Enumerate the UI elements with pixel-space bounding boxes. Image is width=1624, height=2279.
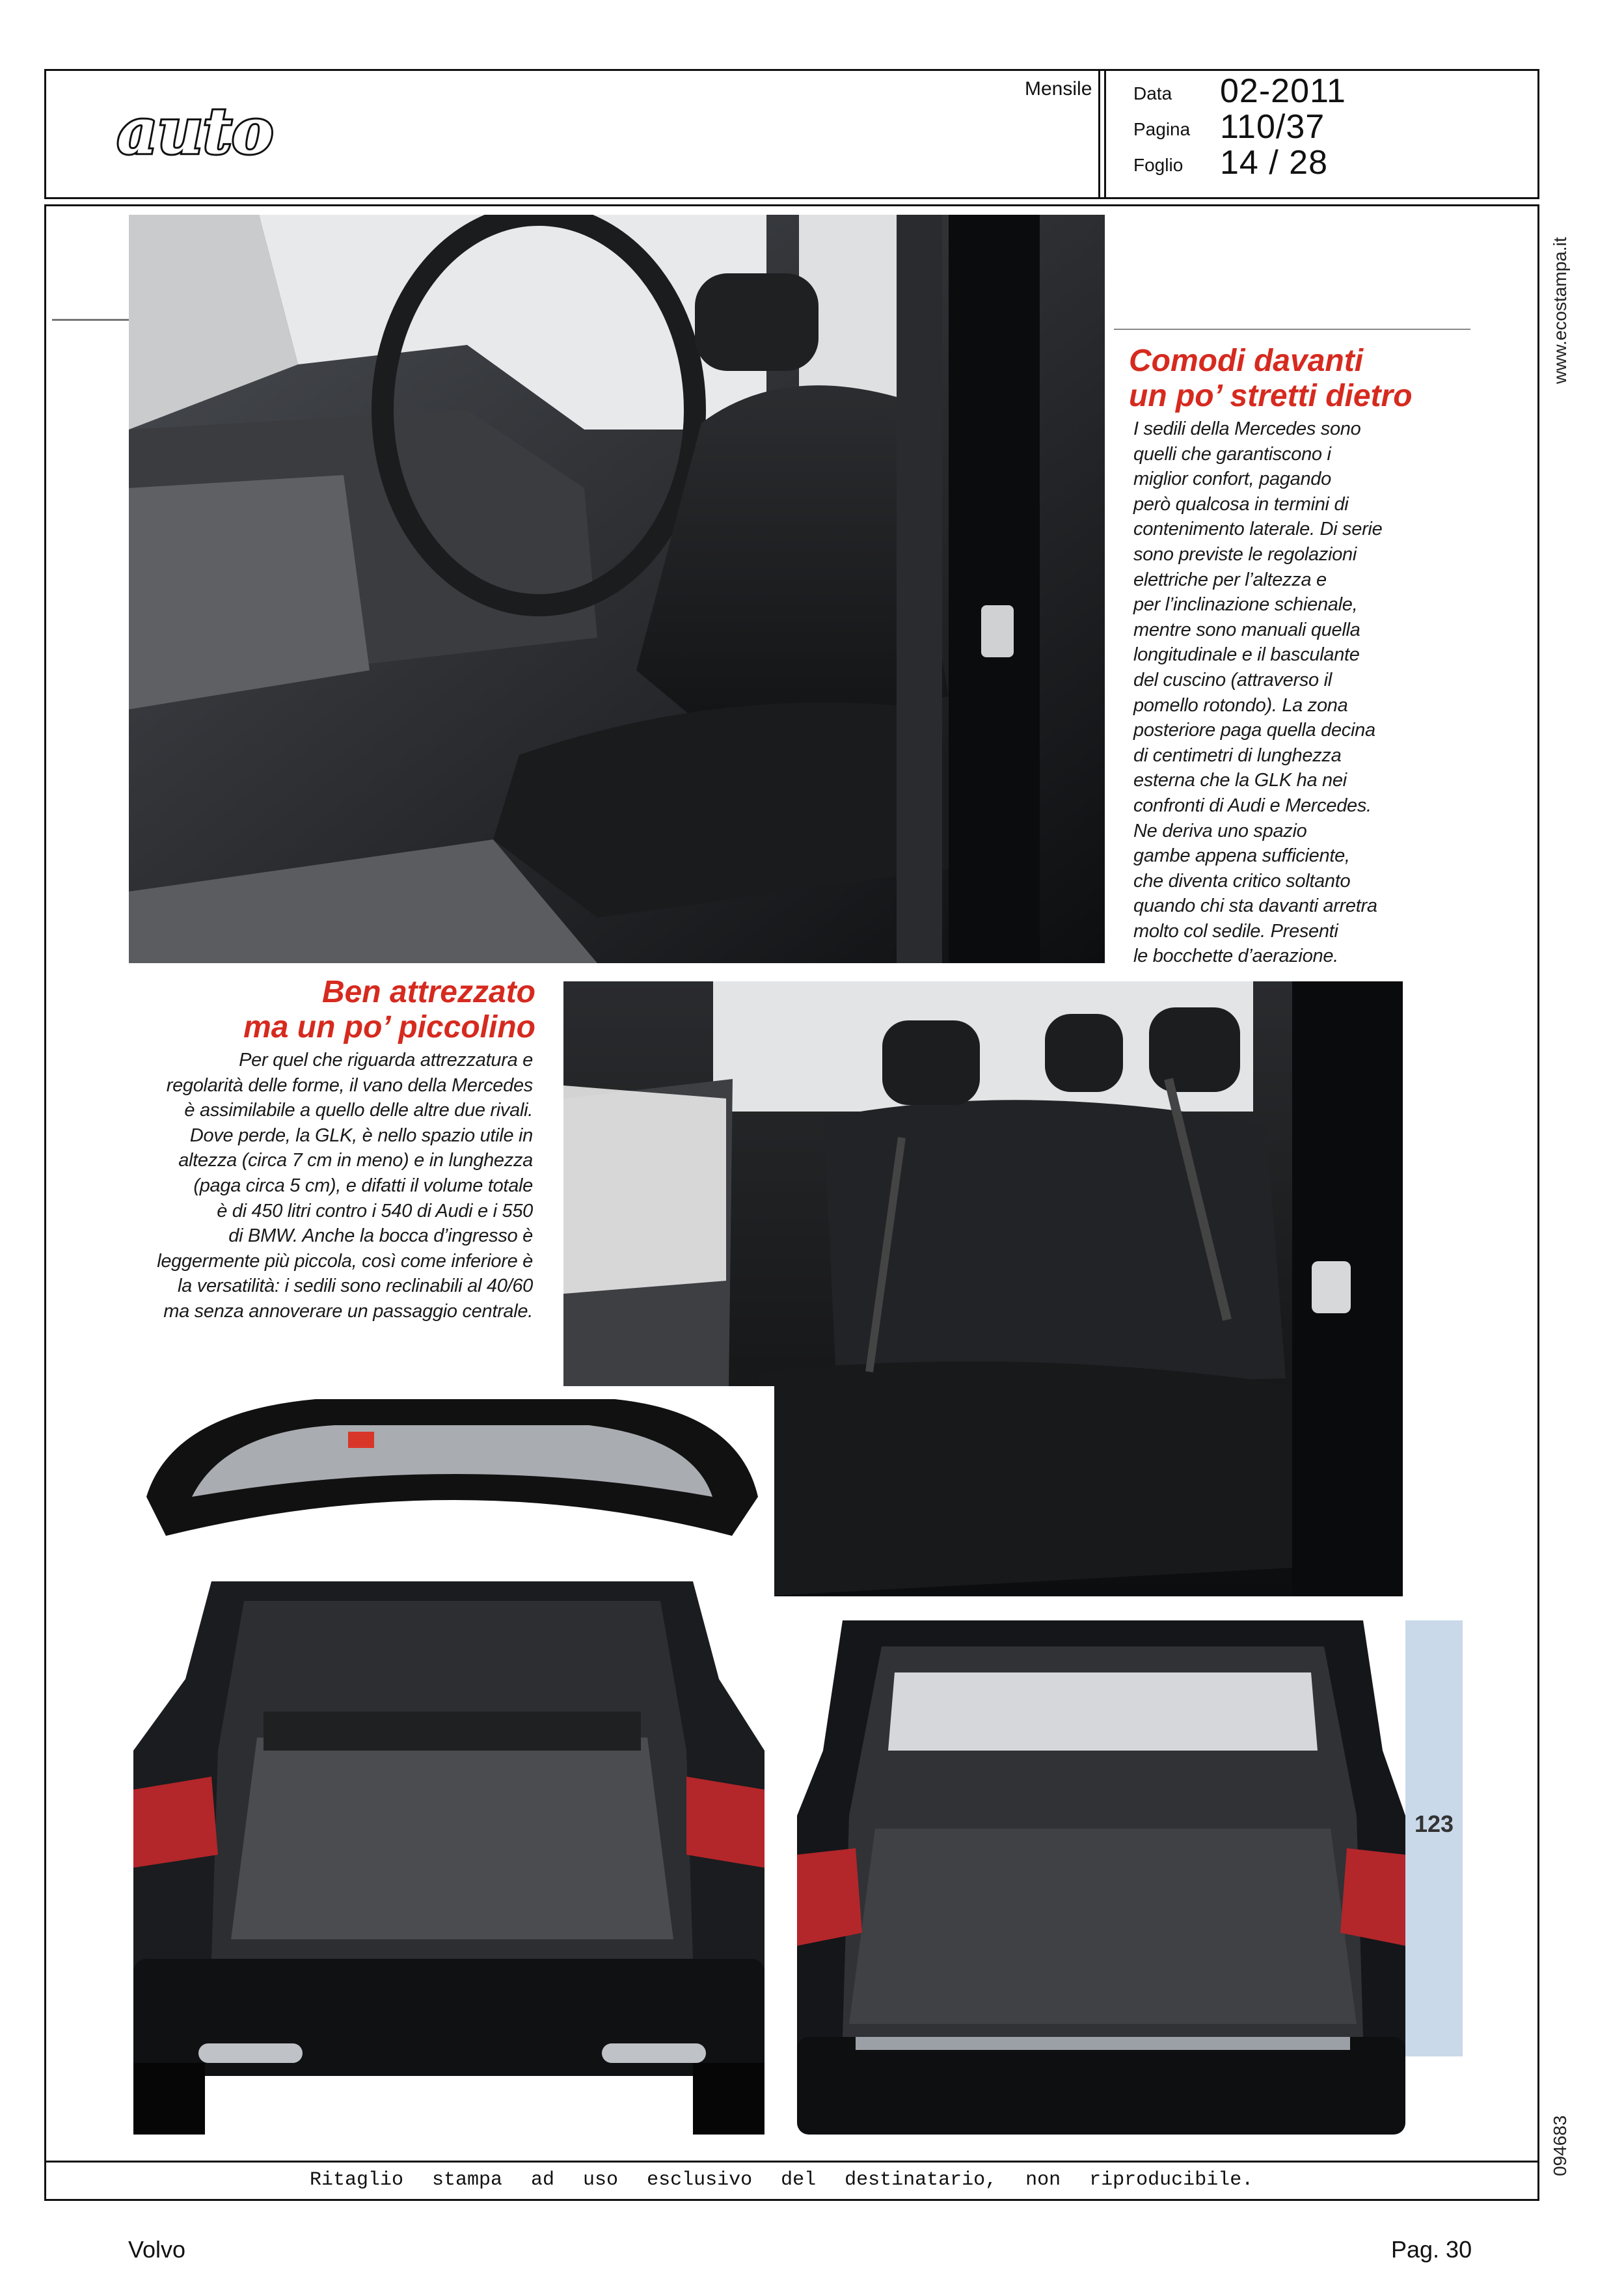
text-line: mentre sono manuali quella: [1133, 619, 1360, 640]
header-divider: [1098, 69, 1106, 199]
text-line: confronti di Audi e Mercedes.: [1133, 795, 1372, 816]
text-line: esterna che la GLK ha nei: [1133, 770, 1347, 791]
text-line: regolarità delle forme, il vano della Mercedes: [166, 1074, 533, 1096]
date-label: Data: [1133, 83, 1172, 103]
text-line: leggermente più piccola, così come inferiore è: [157, 1250, 533, 1272]
text-line: di centimetri di lunghezza: [1133, 744, 1342, 766]
headline-equipment: Ben attrezzato ma un po’ piccolino: [243, 975, 535, 1044]
page-label: Pagina: [1133, 119, 1191, 139]
text-line: quelli che garantiscono i: [1133, 443, 1331, 465]
text-line: del cuscino (attraverso il: [1133, 669, 1332, 690]
date-value: 02-2011: [1220, 72, 1346, 110]
headline-rule: [1114, 329, 1470, 330]
text-line: molto col sedile. Presenti: [1133, 920, 1338, 942]
text-line: Ne deriva uno spazio: [1133, 820, 1307, 841]
text-line: altezza (circa 7 cm in meno) e in lunghezza: [178, 1150, 533, 1171]
front-seat-photo: [129, 215, 1105, 963]
text-line: sono previste le regolazioni: [1133, 543, 1357, 565]
text-line: di BMW. Anche la bocca d’ingresso è: [228, 1225, 533, 1247]
body-equipment: [157, 1048, 533, 1324]
decorative-rule: [52, 319, 130, 321]
text-line: Dove perde, la GLK, è nello spazio utile in: [189, 1125, 533, 1146]
page-number-strip: [1405, 1620, 1463, 2056]
footer-rule: [44, 2161, 1539, 2163]
text-line: la versatilità: i sedili sono reclinabili al 40/60: [178, 1276, 533, 1297]
trunk-open-photo: [120, 1386, 774, 2135]
sheet-label: Foglio: [1133, 155, 1184, 175]
source-label: Volvo: [128, 2236, 186, 2263]
text-line: Per quel che riguarda attrezzatura e: [239, 1050, 533, 1071]
side-code: 094683: [1550, 2115, 1570, 2176]
text-line: le bocchette d’aerazione.: [1133, 946, 1338, 967]
text-line: è di 450 litri contro i 540 di Audi e i 550: [217, 1200, 533, 1221]
body-comfort: [1133, 416, 1382, 969]
page-value: 110/37: [1220, 108, 1325, 146]
text-line: però qualcosa in termini di: [1133, 493, 1349, 515]
text-line: pomello rotondo). La zona: [1133, 694, 1348, 716]
headline-comfort: Comodi davanti un po’ stretti dietro: [1129, 344, 1413, 413]
text-line: ma senza annoverare un passaggio centrale.: [163, 1300, 533, 1322]
text-line: longitudinale e il basculante: [1133, 644, 1360, 666]
frequency-label: Mensile: [1025, 78, 1092, 100]
reproduction-notice: Ritaglio stampa ad uso esclusivo del destinatario, non riproducibile.: [310, 2169, 1254, 2191]
text-line: gambe appena sufficiente,: [1133, 845, 1350, 867]
text-line: contenimento laterale. Di serie: [1133, 519, 1383, 540]
text-line: (paga circa 5 cm), e difatti il volume totale: [193, 1175, 533, 1196]
logo-text: auto: [116, 98, 274, 168]
text-line: elettriche per l’altezza e: [1133, 569, 1327, 590]
text-line: che diventa critico soltanto: [1133, 870, 1351, 892]
sheet-value: 14 / 28: [1220, 144, 1329, 182]
text-line: quando chi sta davanti arretra: [1133, 895, 1377, 917]
side-url: www.ecostampa.it: [1550, 237, 1570, 384]
text-line: miglior confort, pagando: [1133, 469, 1331, 490]
page-number: 123: [1414, 1810, 1454, 1837]
auto-logo: [59, 98, 332, 169]
text-line: posteriore paga quella decina: [1133, 720, 1375, 741]
page-label-footer: Pag. 30: [1391, 2236, 1472, 2263]
text-line: è assimilabile a quello delle altre due rivali.: [184, 1100, 533, 1121]
trunk-folded-photo: [797, 1620, 1405, 2135]
text-line: I sedili della Mercedes sono: [1133, 418, 1361, 439]
text-line: per l’inclinazione schienale,: [1133, 594, 1358, 616]
